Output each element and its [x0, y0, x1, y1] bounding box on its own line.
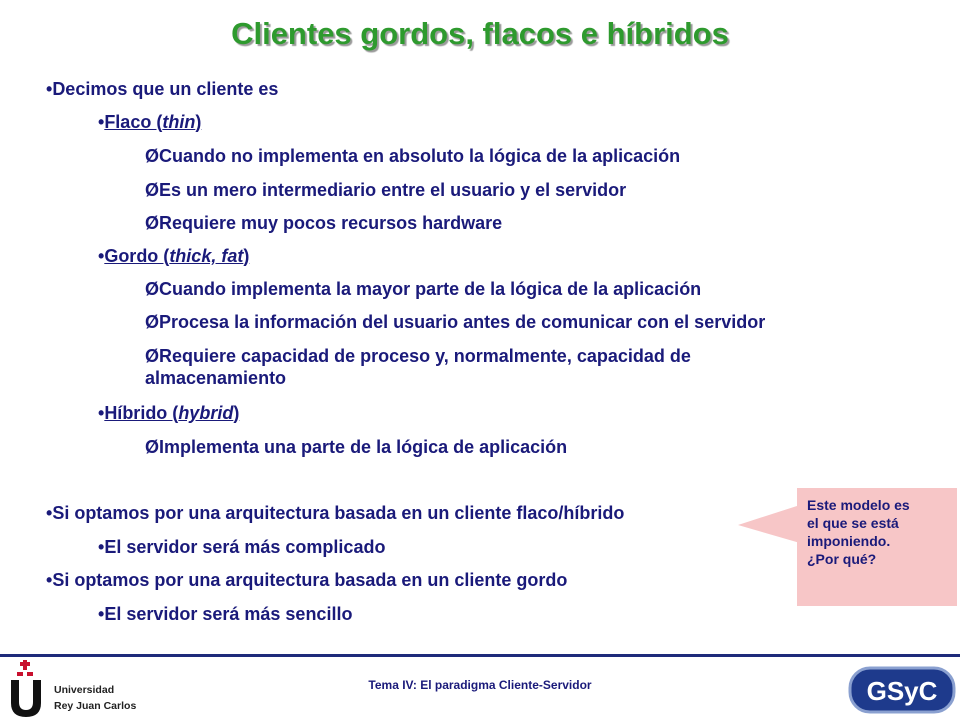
fat-heading: • Gordo (thick, fat) — [98, 245, 249, 267]
page-title: Clientes gordos, flacos e híbridos — [231, 16, 729, 51]
gsyc-logo-text: GSyC — [866, 676, 938, 706]
gsyc-logo — [848, 664, 956, 716]
fat-point-3: Ø Requiere capacidad de proceso y, normalmente, capacidad de almacenamiento — [145, 345, 795, 389]
intro-bullet: • Decimos que un cliente es — [46, 78, 278, 100]
footer-course-title: Tema IV: El paradigma Cliente-Servidor — [368, 678, 592, 692]
fat-point-2: Ø Procesa la información del usuario antes de comunicar con el servidor — [145, 311, 765, 333]
hybrid-point-1: Ø Implementa una parte de la lógica de aplicación — [145, 436, 567, 458]
thin-point-2: Ø Es un mero intermediario entre el usuario y el servidor — [145, 179, 626, 201]
option-thin-sub: • El servidor será más complicado — [98, 536, 385, 558]
university-line-1: Universidad — [54, 684, 115, 696]
thin-heading: • Flaco (thin) — [98, 111, 201, 133]
hybrid-heading: • Híbrido (hybrid) — [98, 402, 239, 424]
thin-point-3: Ø Requiere muy pocos recursos hardware — [145, 212, 502, 234]
callout-pointer — [738, 505, 800, 543]
option-thin-bullet: • Si optamos por una arquitectura basada en un cliente flaco/híbrido — [46, 502, 624, 524]
fat-point-1: Ø Cuando implementa la mayor parte de la lógica de la aplicación — [145, 278, 701, 300]
option-fat-bullet: • Si optamos por una arquitectura basada en un cliente gordo — [46, 569, 567, 591]
option-fat-sub: • El servidor será más sencillo — [98, 603, 352, 625]
footer-divider — [0, 654, 960, 657]
callout-note: Este modelo es el que se está imponiendo. ¿Por qué? — [797, 488, 957, 606]
thin-point-1: Ø Cuando no implementa en absoluto la lógica de la aplicación — [145, 145, 680, 167]
university-line-2: Rey Juan Carlos — [54, 700, 137, 712]
